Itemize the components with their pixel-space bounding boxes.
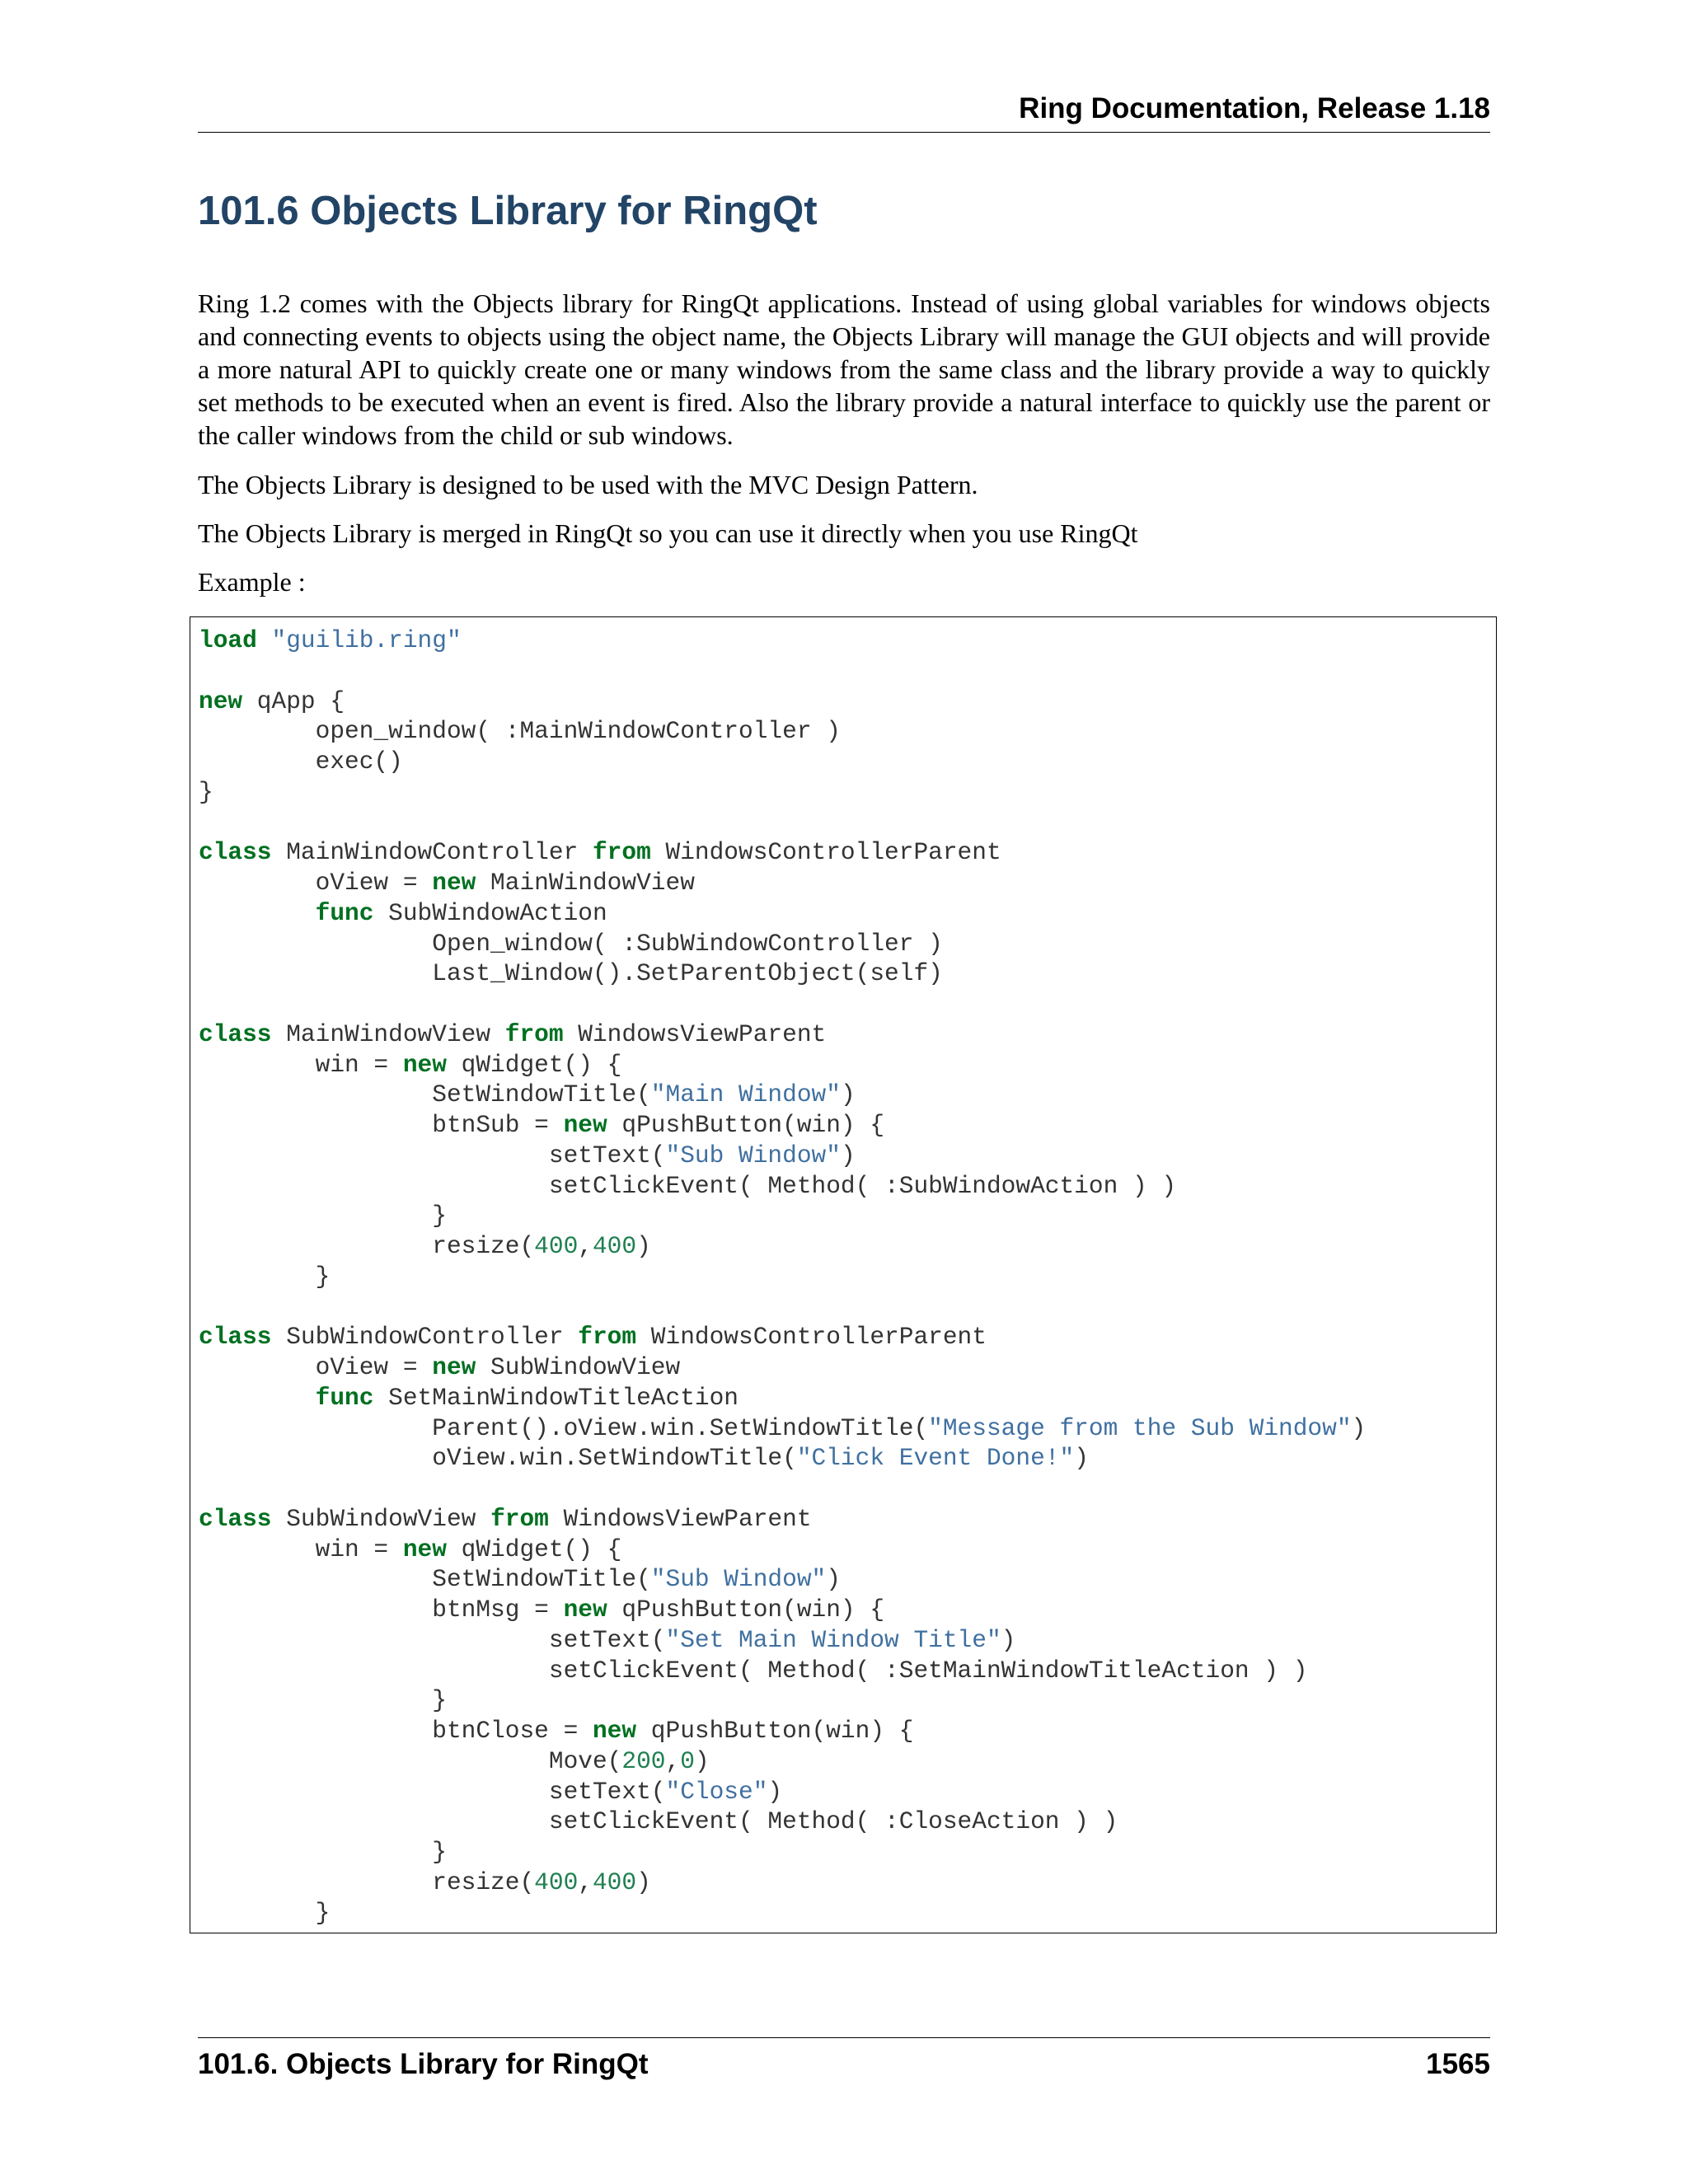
code-line	[199, 626, 462, 654]
merged-paragraph: The Objects Library is merged in RingQt so you can use it directly when you use RingQt	[198, 518, 1138, 548]
code-line	[199, 1747, 710, 1775]
code-text: MainWindowController	[271, 838, 593, 867]
code-text: )	[840, 1080, 856, 1109]
code-line	[199, 838, 1001, 866]
code-keyword: class	[199, 1323, 272, 1352]
code-line	[199, 1596, 884, 1624]
code-text: Parent().oView.win.SetWindowTitle(	[199, 1413, 929, 1442]
code-line	[199, 1565, 841, 1593]
code-text: SubWindowAction	[373, 898, 607, 927]
mvc-paragraph: The Objects Library is designed to be used with the MVC Design Pattern.	[198, 470, 978, 499]
code-line	[199, 1626, 1015, 1654]
code-line	[199, 930, 943, 958]
code-number: 400	[534, 1232, 579, 1260]
code-line	[199, 1657, 1307, 1685]
code-text: win =	[199, 1050, 403, 1079]
code-text: qPushButton(win) {	[636, 1717, 914, 1745]
code-line	[199, 869, 695, 897]
code-text: )	[694, 1746, 710, 1775]
code-text: resize(	[199, 1232, 535, 1260]
code-text: btnMsg =	[199, 1596, 564, 1624]
code-line	[199, 1353, 680, 1381]
code-text: qApp {	[242, 687, 345, 715]
code-text	[257, 626, 272, 654]
code-text: setText(	[199, 1777, 666, 1806]
code-text: open_window( :MainWindowController )	[199, 717, 841, 746]
code-line	[199, 1717, 913, 1745]
code-number: 400	[592, 1868, 637, 1896]
code-text: oView.win.SetWindowTitle(	[199, 1444, 797, 1473]
code-number: 400	[592, 1232, 637, 1260]
code-keyword: new	[199, 687, 243, 715]
code-number: 200	[621, 1746, 666, 1775]
code-line	[199, 1051, 621, 1079]
code-number: 0	[680, 1746, 695, 1775]
code-line	[199, 687, 345, 715]
code-text: )	[840, 1141, 856, 1169]
code-line	[199, 1535, 621, 1563]
code-text: setText(	[199, 1141, 666, 1169]
code-text: Open_window( :SubWindowController )	[199, 929, 943, 958]
code-line	[199, 1899, 330, 1927]
code-keyword: class	[199, 1504, 272, 1533]
code-keyword: class	[199, 838, 272, 867]
section-heading: 101.6 Objects Library for RingQt	[198, 189, 818, 233]
code-line	[199, 778, 213, 806]
code-keyword: from	[490, 1504, 549, 1533]
code-text: }	[199, 777, 213, 806]
code-keyword: new	[402, 1535, 447, 1563]
code-text: )	[1001, 1625, 1016, 1654]
code-text: ,	[578, 1232, 593, 1260]
code-text	[199, 899, 316, 927]
code-text: }	[199, 1262, 331, 1291]
code-text	[199, 1384, 316, 1412]
code-line	[199, 1505, 812, 1533]
code-text: }	[199, 1898, 331, 1927]
code-text: SubWindowController	[271, 1323, 579, 1352]
code-keyword: func	[315, 898, 374, 927]
code-block	[190, 616, 1497, 1933]
code-line	[199, 717, 841, 745]
code-text: Move(	[199, 1746, 622, 1775]
code-keyword: new	[402, 1050, 447, 1079]
code-text: WindowsControllerParent	[636, 1323, 987, 1352]
code-string: "Close"	[665, 1777, 768, 1806]
code-text: }	[199, 1202, 447, 1230]
code-text: setClickEvent( Method( :CloseAction ) )	[199, 1807, 1118, 1836]
code-text: qWidget() {	[446, 1535, 622, 1563]
code-line	[199, 1232, 651, 1260]
code-keyword: new	[432, 869, 476, 897]
code-line	[199, 1686, 447, 1714]
code-line	[199, 1263, 330, 1291]
code-line	[199, 1202, 447, 1230]
code-text: WindowsViewParent	[548, 1504, 812, 1533]
code-text: }	[199, 1838, 447, 1866]
code-string: "Main Window"	[650, 1080, 841, 1109]
code-string: "Sub Window"	[665, 1141, 841, 1169]
code-text: MainWindowView	[476, 869, 695, 897]
code-line	[199, 959, 943, 987]
code-text: SubWindowView	[476, 1353, 681, 1381]
example-label: Example :	[198, 567, 306, 597]
code-text: ,	[578, 1868, 593, 1896]
code-text: setClickEvent( Method( :SetMainWindowTitleAction ) )	[199, 1656, 1308, 1685]
code-text: )	[636, 1868, 651, 1896]
page-number: 1565	[1426, 2048, 1490, 2080]
code-line	[199, 1868, 651, 1896]
code-text: qWidget() {	[446, 1050, 622, 1079]
code-line	[199, 899, 607, 927]
footer-section: 101.6. Objects Library for RingQt	[198, 2048, 649, 2080]
code-keyword: func	[315, 1383, 374, 1412]
code-number: 400	[534, 1868, 579, 1896]
code-text: WindowsViewParent	[563, 1019, 827, 1048]
code-line	[199, 1080, 856, 1108]
code-text: SetWindowTitle(	[199, 1565, 651, 1594]
code-text: Last_Window().SetParentObject(self)	[199, 959, 943, 988]
code-text: )	[1074, 1444, 1089, 1473]
code-text: resize(	[199, 1868, 535, 1896]
code-line	[199, 1111, 884, 1139]
code-keyword: from	[504, 1019, 564, 1048]
code-keyword: from	[592, 838, 651, 867]
code-keyword: new	[592, 1717, 637, 1745]
code-text: exec()	[199, 748, 403, 776]
code-line	[199, 1414, 1366, 1442]
code-line	[199, 748, 403, 776]
code-text: btnClose =	[199, 1717, 593, 1745]
code-string: "Sub Window"	[650, 1565, 827, 1594]
code-string: "Message from the Sub Window"	[928, 1413, 1352, 1442]
code-text: )	[1351, 1413, 1367, 1442]
code-text: }	[199, 1686, 447, 1715]
code-text: setText(	[199, 1625, 666, 1654]
code-keyword: from	[578, 1323, 637, 1352]
code-text: win =	[199, 1535, 403, 1563]
code-keyword: new	[432, 1353, 476, 1381]
code-text: SetWindowTitle(	[199, 1080, 651, 1109]
code-text: oView =	[199, 1353, 433, 1381]
code-line	[199, 1020, 826, 1048]
code-keyword: class	[199, 1019, 272, 1048]
code-text: oView =	[199, 869, 433, 897]
code-text: ,	[665, 1746, 681, 1775]
code-line	[199, 1384, 738, 1412]
page-footer	[198, 2037, 1490, 2081]
code-text: qPushButton(win) {	[607, 1111, 885, 1139]
code-text: btnSub =	[199, 1111, 564, 1139]
code-listing	[199, 626, 1366, 1928]
code-text: MainWindowView	[271, 1019, 505, 1048]
code-keyword: load	[199, 626, 257, 654]
code-text: )	[826, 1565, 841, 1594]
code-line	[199, 1778, 782, 1806]
code-text: WindowsControllerParent	[650, 838, 1001, 867]
code-text: SubWindowView	[271, 1504, 491, 1533]
code-keyword: new	[563, 1596, 607, 1624]
code-line	[199, 1807, 1118, 1835]
code-text: SetMainWindowTitleAction	[373, 1383, 739, 1412]
intro-paragraph: Ring 1.2 comes with the Objects library for RingQt applications. Instead of using global variables for windows objects and connecting events to objects using the object name, the Objects Library will manage the GUI objects and will provide a more natural API to quickly create one or many windows from the same class and the library provide a way to quickly set methods to be executed when an event is fired. Also the library provide a natural interface to quickly use the parent or the caller windows from the child or sub windows.	[198, 288, 1490, 450]
document-title: Ring Documentation, Release 1.18	[198, 92, 1490, 133]
page-header	[198, 92, 1490, 133]
code-line	[199, 1172, 1176, 1200]
code-text: setClickEvent( Method( :SubWindowAction ) )	[199, 1171, 1177, 1200]
code-line	[199, 1141, 856, 1169]
code-text: )	[636, 1232, 651, 1260]
code-line	[199, 1838, 447, 1866]
code-string: "guilib.ring"	[271, 626, 462, 654]
code-text: )	[767, 1777, 783, 1806]
code-line	[199, 1323, 987, 1351]
code-string: "Set Main Window Title"	[665, 1625, 1001, 1654]
code-text: qPushButton(win) {	[607, 1596, 885, 1624]
code-line	[199, 1444, 1089, 1472]
code-string: "Click Event Done!"	[796, 1444, 1075, 1473]
code-keyword: new	[563, 1111, 607, 1139]
